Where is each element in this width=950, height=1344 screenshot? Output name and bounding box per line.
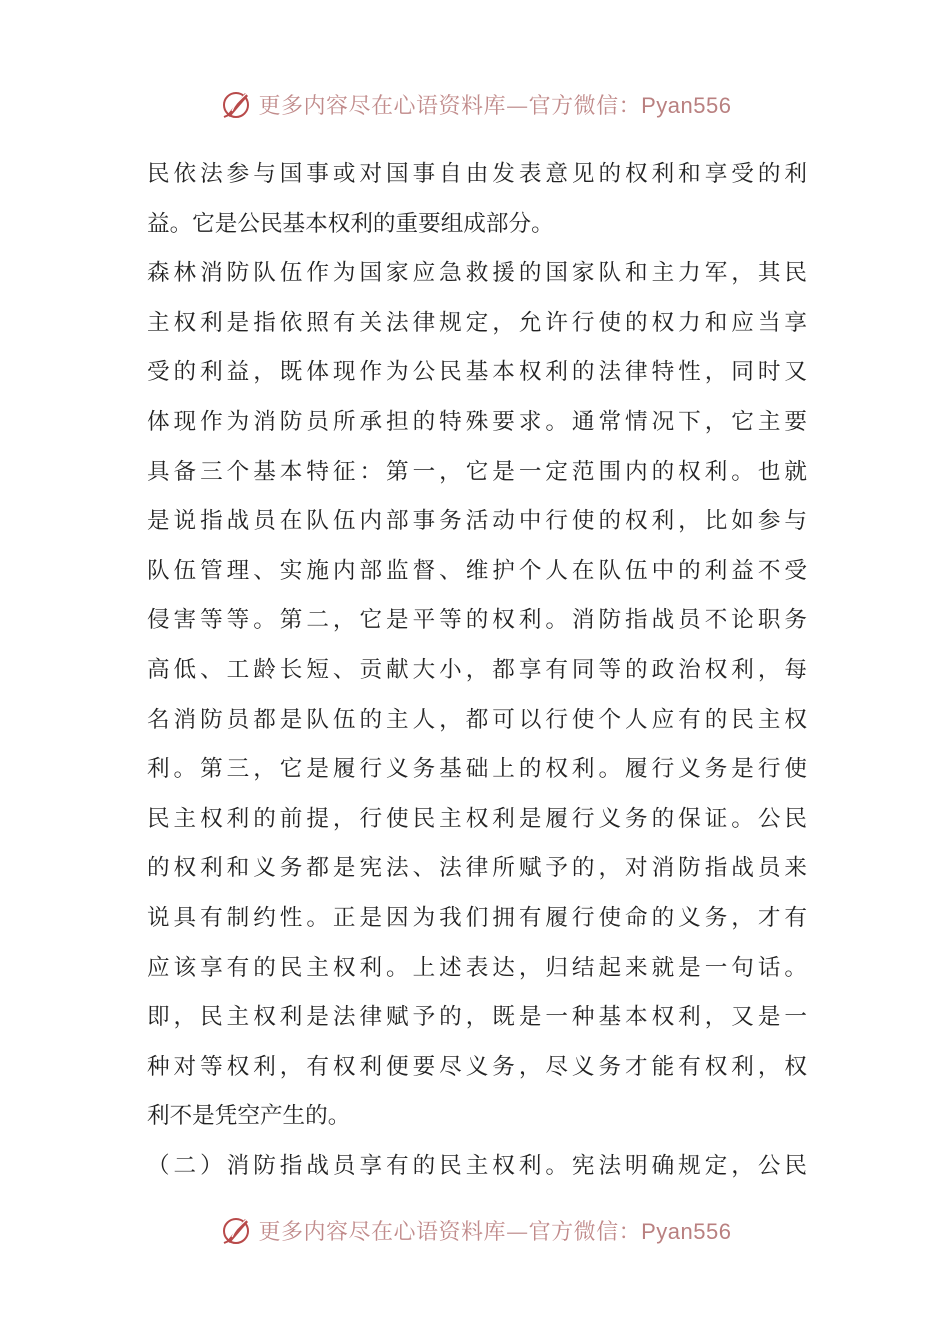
banner-dash: —	[506, 1219, 529, 1245]
text-line: 队伍管理、实施内部监督、维护个人在队伍中的利益不受	[147, 557, 807, 584]
text-line: 利不是凭空产生的。	[147, 1103, 351, 1130]
banner-suffix: 官方微信：	[528, 1219, 642, 1245]
text-line: 森林消防队伍作为国家应急救援的国家队和主力军，其民	[147, 260, 807, 287]
text-line: 即，民主权利是法律赋予的，既是一种基本权利，又是一	[147, 1004, 807, 1031]
banner-site-name: 更多内容尽在心语资料库	[258, 93, 507, 119]
text-line: 利。第三，它是履行义务基础上的权利。履行义务是行使	[147, 756, 807, 783]
text-line: 应该享有的民主权利。上述表达，归结起来就是一句话。	[147, 954, 807, 981]
text-line: 民主权利的前提，行使民主权利是履行义务的保证。公民	[147, 805, 807, 832]
text-line: 侵害等等。第二，它是平等的权利。消防指战员不论职务	[147, 607, 807, 634]
text-line: 说具有制约性。正是因为我们拥有履行使命的义务，才有	[147, 904, 807, 931]
quill-pen-seal-icon	[219, 87, 253, 121]
banner-suffix: 官方微信：	[528, 93, 642, 119]
text-line: （二）消防指战员享有的民主权利。宪法明确规定，公民	[147, 1152, 807, 1179]
text-line: 高低、工龄长短、贡献大小，都享有同等的政治权利，每	[147, 656, 807, 683]
text-line: 的权利和义务都是宪法、法律所赋予的，对消防指战员来	[147, 855, 807, 882]
banner-site-name: 更多内容尽在心语资料库	[258, 1219, 507, 1245]
text-line: 受的利益，既体现作为公民基本权利的法律特性，同时又	[147, 359, 807, 386]
text-line: 体现作为消防员所承担的特殊要求。通常情况下，它主要	[147, 408, 807, 435]
text-line: 具备三个基本特征：第一，它是一定范围内的权利。也就	[147, 458, 807, 485]
text-line: 益。它是公民基本权利的重要组成部分。	[147, 210, 554, 237]
banner-text	[259, 1215, 732, 1246]
footer-watermark-banner	[0, 1210, 950, 1250]
banner-dash: —	[506, 93, 529, 119]
quill-pen-seal-icon	[219, 1213, 253, 1247]
text-line: 名消防员都是队伍的主人，都可以行使个人应有的民主权	[147, 706, 807, 733]
text-line: 民依法参与国事或对国事自由发表意见的权利和享受的利	[147, 161, 807, 187]
header-watermark-banner	[0, 84, 950, 124]
text-line: 主权利是指依照有关法律规定，允许行使的权力和应当享	[147, 309, 807, 336]
banner-wechat-id: Pyan556	[641, 92, 732, 118]
text-line: 种对等权利，有权利便要尽义务，尽义务才能有权利，权	[147, 1053, 807, 1080]
text-line: 是说指战员在队伍内部事务活动中行使的权利，比如参与	[147, 508, 807, 535]
document-body	[147, 150, 807, 1191]
banner-wechat-id: Pyan556	[641, 1218, 732, 1244]
banner-text	[259, 89, 732, 120]
